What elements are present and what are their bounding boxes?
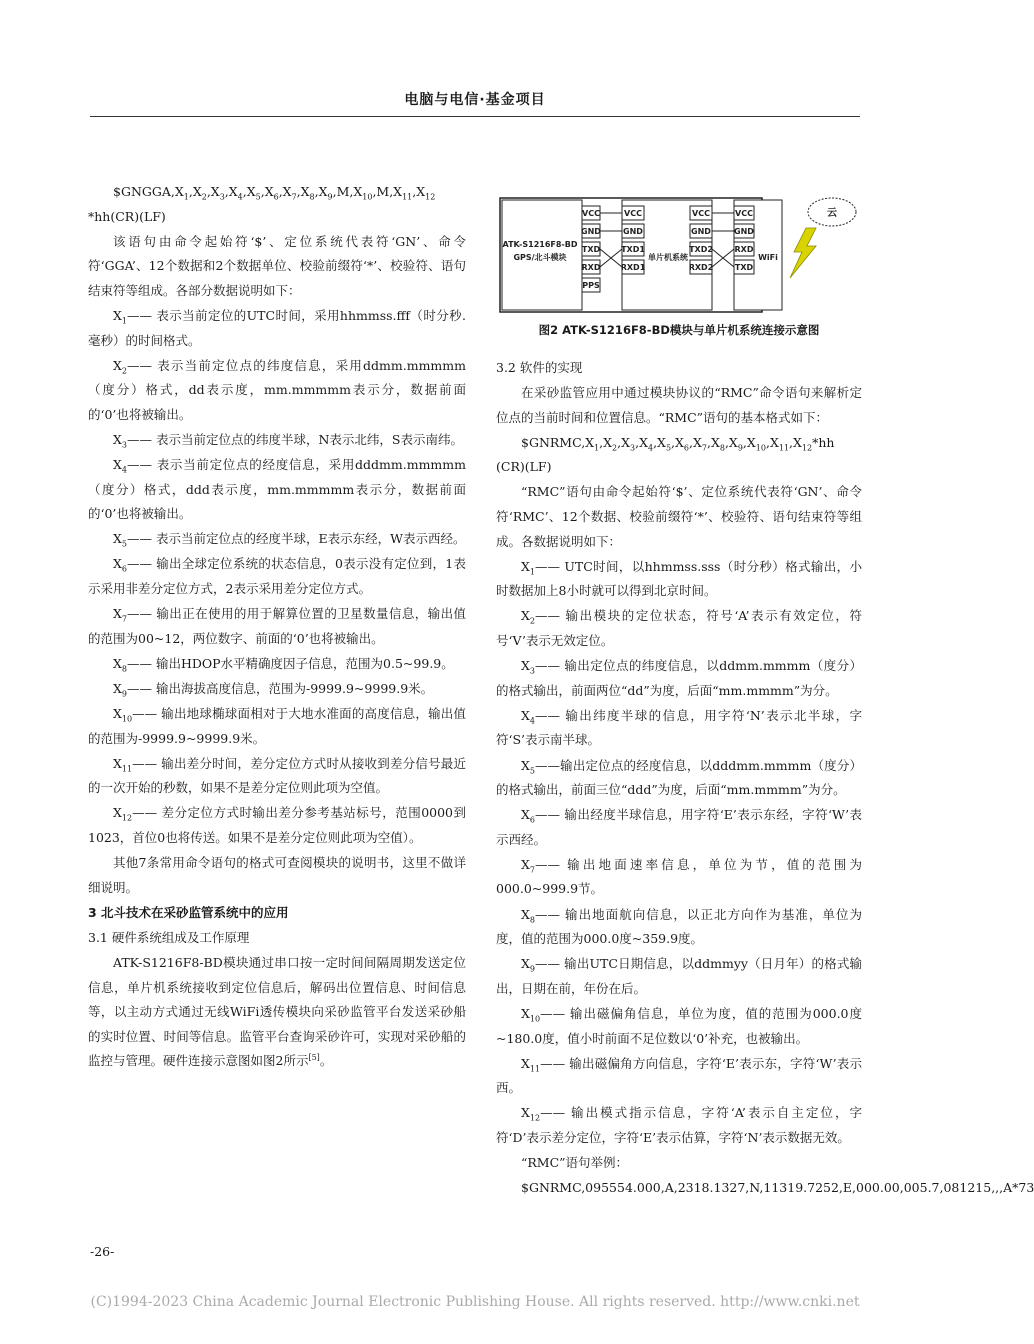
- mcu-label: 单片机系统: [648, 253, 688, 262]
- wireless-bolt-icon: [790, 228, 816, 278]
- section-3-heading: 3 北斗技术在采砂监管系统中的应用: [88, 904, 289, 920]
- gga-x4: $X_4——$ 表示当前定位点的经度信息，采用dddmm.mmmmm（度分）格式，ddd表示度，mm.mmmmm表示分，数据前面的‘0’也将被输出。: [88, 457, 466, 522]
- left-column: [88, 180, 466, 1074]
- wifi-pin-txd: TXD: [734, 263, 754, 272]
- gga-x1: $X_1——$ 表示当前定位的UTC时间，采用hhmmss.fff（时分秒.毫秒）的时间格式。: [88, 307, 466, 348]
- citation-ref: [5]: [308, 1053, 320, 1063]
- mcu-pin-rxd2: RXD2: [688, 263, 714, 272]
- rmc-x5: $X_5——$输出定位点的经度信息，以dddmm.mmmm（度分）的格式输出，前面三位“ddd”为度，后面“mm.mmmm”为分。: [496, 757, 862, 798]
- gga-description: 该语句由命令起始符‘$’、定位系统代表符‘GN’、命令符‘GGA’、12个数据和2个数据单位、校验前缀符‘*’、校验符、语句结束符等组成。各部分数据说明如下：: [88, 233, 466, 298]
- rmc-example: $GNRMC,095554.000,A,2318.1327,N,11319.7252,E,000.00,005.7,081215,,,A*73: [521, 1180, 1034, 1196]
- module-pins: [581, 206, 601, 292]
- gga-x11: $X_{11}——$ 输出差分时间，差分定位方式时从接收到差分信号最近的一次开始的秒数，如果不是差分定位则此项为空值。: [88, 755, 466, 796]
- connection-diagram-svg: [498, 192, 860, 318]
- module-pin-gnd: GND: [581, 227, 601, 236]
- gga-x9: $X_9——$ 输出海拔高度信息，范围为-9999.9~9999.9米。: [113, 680, 434, 699]
- copyright-footer: (C)1994-2023 China Academic Journal Electronic Publishing House. All rights reserved. http://www.cnki.net: [90, 1294, 860, 1310]
- gga-x3: $X_3——$ 表示当前定位点的纬度半球，N表示北纬，S表示南纬。: [113, 431, 463, 450]
- right-column: [496, 356, 1034, 1201]
- mcu-pin-txd1: TXD1: [621, 245, 645, 254]
- mcu-pin-vcc2: VCC: [692, 209, 710, 218]
- rmc-x10: $X_{10}——$ 输出磁偏角信息，单位为度，值的范围为000.0度~180.0度，值小时前面不足位数以‘0’补充，也被输出。: [496, 1005, 862, 1046]
- rmc-intro: 在采砂监管应用中通过模块协议的“RMC”命令语句来解析定位点的当前时间和位置信息。“RMC”语句的基本格式如下：: [496, 385, 862, 425]
- connection-diagram: [498, 192, 860, 318]
- section-3-1-heading: 3.1 硬件系统组成及工作原理: [88, 929, 250, 945]
- figure-caption: 图2 ATK-S1216F8-BD模块与单片机系统连接示意图: [538, 323, 820, 337]
- module-label-1: ATK-S1216F8-BD: [502, 240, 578, 249]
- rmc-example-label: “RMC”语句举例：: [521, 1155, 629, 1170]
- wifi-pin-vcc: VCC: [735, 209, 753, 218]
- module-pin-rxd: RXD: [581, 263, 601, 272]
- module-pin-pps: PPS: [582, 281, 600, 290]
- other-commands-paragraph: 其他7条常用命令语句的格式可查阅模块的说明书，这里不做详细说明。: [88, 855, 466, 895]
- mcu-pin-txd2: TXD2: [689, 245, 713, 254]
- mcu-pin-rxd1: RXD1: [620, 263, 646, 272]
- running-header: 电脑与电信·基金项目: [90, 86, 860, 117]
- gga-x7: $X_7——$ 输出正在使用的用于解算位置的卫星数量信息，输出值的范围为00~12，两位数字、前面的‘0’也将被输出。: [88, 606, 466, 646]
- rmc-format: $\$GNRMC,X_1,X_2,X_3,X_4,X_5,X_6,X_7,X_8,X_9,X_{10},X_{11},X_{12}*hh$ (CR)(LF): [496, 434, 835, 475]
- rmc-x9: $X_9——$ 输出UTC日期信息，以ddmmyy（日月年）的格式输出，日期在前，年份在后。: [496, 956, 862, 996]
- module-label-2: GPS/北斗模块: [513, 253, 567, 262]
- hardware-paragraph: ATK-S1216F8-BD模块通过串口按一定时间间隔周期发送定位信息，单片机系统接收到定位信息后，解码出位置信息、时间信息等，以主动方式通过无线WiFi透传模块向采砂监管平台发送采砂船的实时位置、时间等信息。监管平台查询采砂许可，实现对采砂船的监控与管理。硬件连接示意图如图2所示[5]。: [88, 954, 466, 1069]
- rmc-x1: $X_1——$ UTC时间，以hhmmss.sss（时分秒）格式输出，小时数据加上8小时就可以得到北京时间。: [496, 558, 862, 599]
- wifi-pin-rxd: RXD: [734, 245, 754, 254]
- gga-x6: $X_6——$ 输出全球定位系统的状态信息，0表示没有定位到，1表示采用非差分定位方式，2表示采用差分定位方式。: [88, 556, 466, 596]
- rmc-x11: $X_{11}——$ 输出磁偏角方向信息，字符‘E’表示东，字符‘W’表示西。: [496, 1055, 862, 1096]
- rmc-x3: $X_3——$ 输出定位点的纬度信息，以ddmm.mmmm（度分）的格式输出，前面两位“dd”为度，后面“mm.mmmm”为分。: [496, 658, 862, 698]
- gga-x12: $X_{12}——$ 差分定位方式时输出差分参考基站标号，范围0000到1023，首位0也将传送。如果不是差分定位则此项为空值）。: [88, 805, 466, 845]
- gga-x5: $X_5——$ 表示当前定位点的经度半球，E表示东经，W表示西经。: [113, 531, 466, 549]
- mcu-pin-vcc: VCC: [624, 209, 642, 218]
- module-pin-txd: TXD: [581, 245, 601, 254]
- gga-x10: $X_{10}——$ 输出地球椭球面相对于大地水准面的高度信息，输出值的范围为-9999.9~9999.9米。: [88, 705, 466, 746]
- rmc-description: “RMC”语句由命令起始符‘$’、定位系统代表符‘GN’、命令符‘RMC’、12个数据、校验前缀符‘*’、校验符、语句结束符等组成。各数据说明如下：: [496, 484, 862, 549]
- gga-x2: $X_2——$ 表示当前定位点的纬度信息，采用ddmm.mmmmm（度分）格式，dd表示度，mm.mmmmm表示分，数据前面的‘0’也将被输出。: [88, 357, 466, 422]
- page-number: -26-: [90, 1244, 115, 1259]
- wifi-pin-gnd: GND: [734, 227, 754, 236]
- mcu-pin-gnd2: GND: [691, 227, 711, 236]
- gga-format: $\$GNGGA,X_1,X_2,X_3,X_4,X_5,X_6,X_7,X_8,X_9,M,X_{10},M,X_{11},X_{12}$ *hh(CR)(LF): [88, 184, 436, 224]
- gga-x8: $X_8——$ 输出HDOP水平精确度因子信息，范围为0.5~99.9。: [113, 655, 454, 674]
- cloud-label: 云: [827, 208, 837, 219]
- rmc-x8: $X_8——$ 输出地面航向信息，以正北方向作为基准，单位为度，值的范围为000.0度~359.9度。: [496, 906, 862, 947]
- mcu-pin-gnd: GND: [623, 227, 643, 236]
- section-3-2-heading: 3.2 软件的实现: [496, 360, 583, 375]
- rmc-x12: $X_{12}——$ 输出模式指示信息，字符‘A’表示自主定位，字符‘D’表示差分定位，字符‘E’表示估算，字符‘N’表示数据无效。: [496, 1105, 862, 1145]
- rmc-x2: $X_2——$ 输出模块的定位状态，符号‘A’表示有效定位，符号‘V’表示无效定位。: [496, 608, 862, 649]
- rmc-x7: $X_7——$ 输出地面速率信息，单位为节，值的范围为000.0~999.9节。: [496, 856, 862, 897]
- rmc-x4: $X_4——$ 输出纬度半球的信息，用字符‘N’表示北半球，字符‘S’表示南半球。: [496, 707, 862, 748]
- rmc-x6: $X_6——$ 输出经度半球信息，用字符‘E’表示东经，字符‘W’表示西经。: [496, 807, 862, 847]
- wifi-label: WiFi: [758, 253, 778, 262]
- module-pin-vcc: VCC: [582, 209, 600, 218]
